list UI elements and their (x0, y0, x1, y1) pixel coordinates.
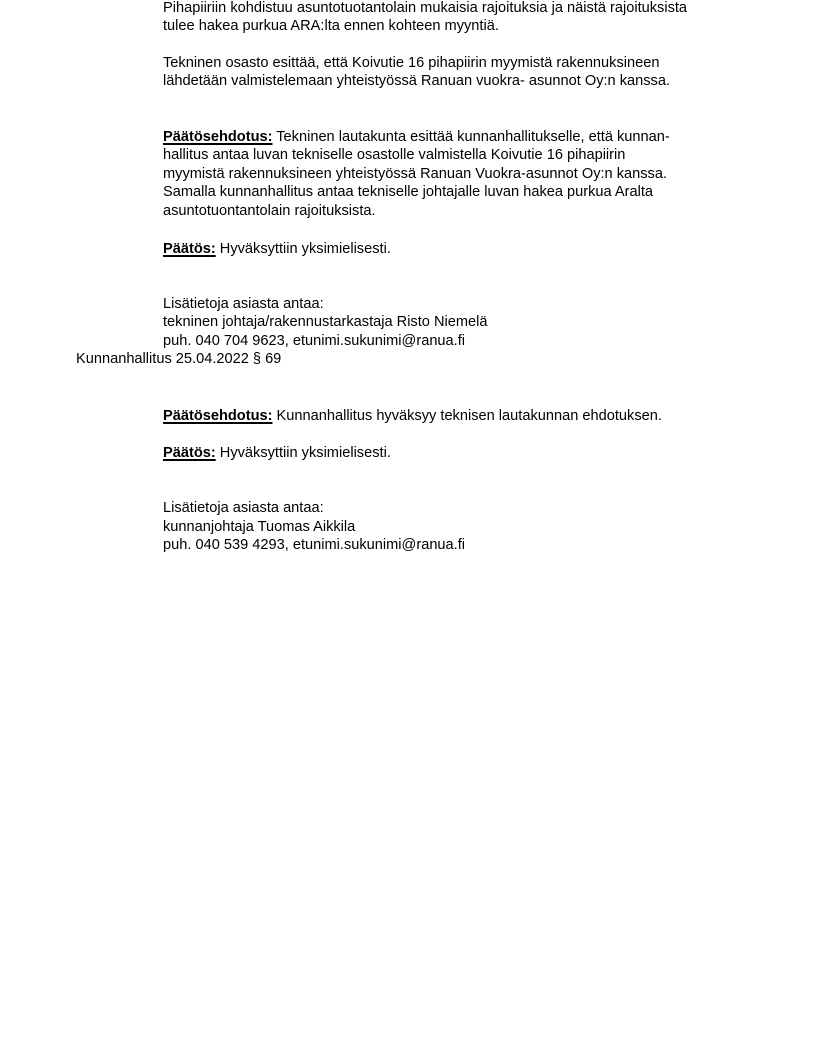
decision-text: Hyväksyttiin yksimielisesti. (215, 445, 391, 461)
info-line: puh. 040 704 9623, etunimi.sukunimi@ranua.fi (163, 333, 466, 349)
paragraph-line: Pihapiiriin kohdistuu asuntotuotantolain mukaisia rajoituksia ja näistä rajoituksista (163, 0, 688, 16)
decision-text: Hyväksyttiin yksimielisesti. (215, 241, 391, 257)
decision-line (163, 240, 391, 258)
paragraph-line: lähdetään valmistelemaan yhteistyössä Ranuan vuokra- asunnot Oy:n kanssa. (163, 73, 671, 89)
info-line: Lisätietoja asiasta antaa: (163, 296, 324, 312)
section-heading: Kunnanhallitus 25.04.2022 § 69 (76, 351, 282, 367)
proposal-line (163, 128, 670, 146)
decision-label: Päätös: (163, 445, 216, 461)
proposal-line: hallitus antaa luvan tekniselle osastolle valmistella Koivutie 16 pihapiirin (163, 147, 626, 163)
decision-label: Päätös: (163, 241, 216, 257)
info-line: Lisätietoja asiasta antaa: (163, 500, 324, 516)
info-line: kunnanjohtaja Tuomas Aikkila (163, 519, 356, 535)
paragraph-line: tulee hakea purkua ARA:lta ennen kohteen myyntiä. (163, 18, 499, 34)
proposal-line: Samalla kunnanhallitus antaa tekniselle johtajalle luvan hakea purkua Aralta (163, 184, 654, 200)
decision-line (163, 444, 391, 462)
proposal-text: Kunnanhallitus hyväksyy teknisen lautakunnan ehdotuksen. (272, 408, 662, 424)
info-line: puh. 040 539 4293, etunimi.sukunimi@ranua.fi (163, 537, 466, 553)
proposal-line: myymistä rakennuksineen yhteistyössä Ranuan Vuokra-asunnot Oy:n kanssa. (163, 166, 668, 182)
proposal-line: asuntotuontantolain rajoituksista. (163, 203, 376, 219)
paragraph-line: Tekninen osasto esittää, että Koivutie 16 pihapiirin myymistä rakennuksineen (163, 55, 660, 71)
proposal-label: Päätösehdotus: (163, 129, 273, 145)
proposal-text: Tekninen lautakunta esittää kunnanhallitukselle, että kunnan- (272, 129, 670, 145)
proposal-line (163, 407, 662, 425)
info-line: tekninen johtaja/rakennustarkastaja Risto Niemelä (163, 314, 488, 330)
proposal-label: Päätösehdotus: (163, 408, 273, 424)
